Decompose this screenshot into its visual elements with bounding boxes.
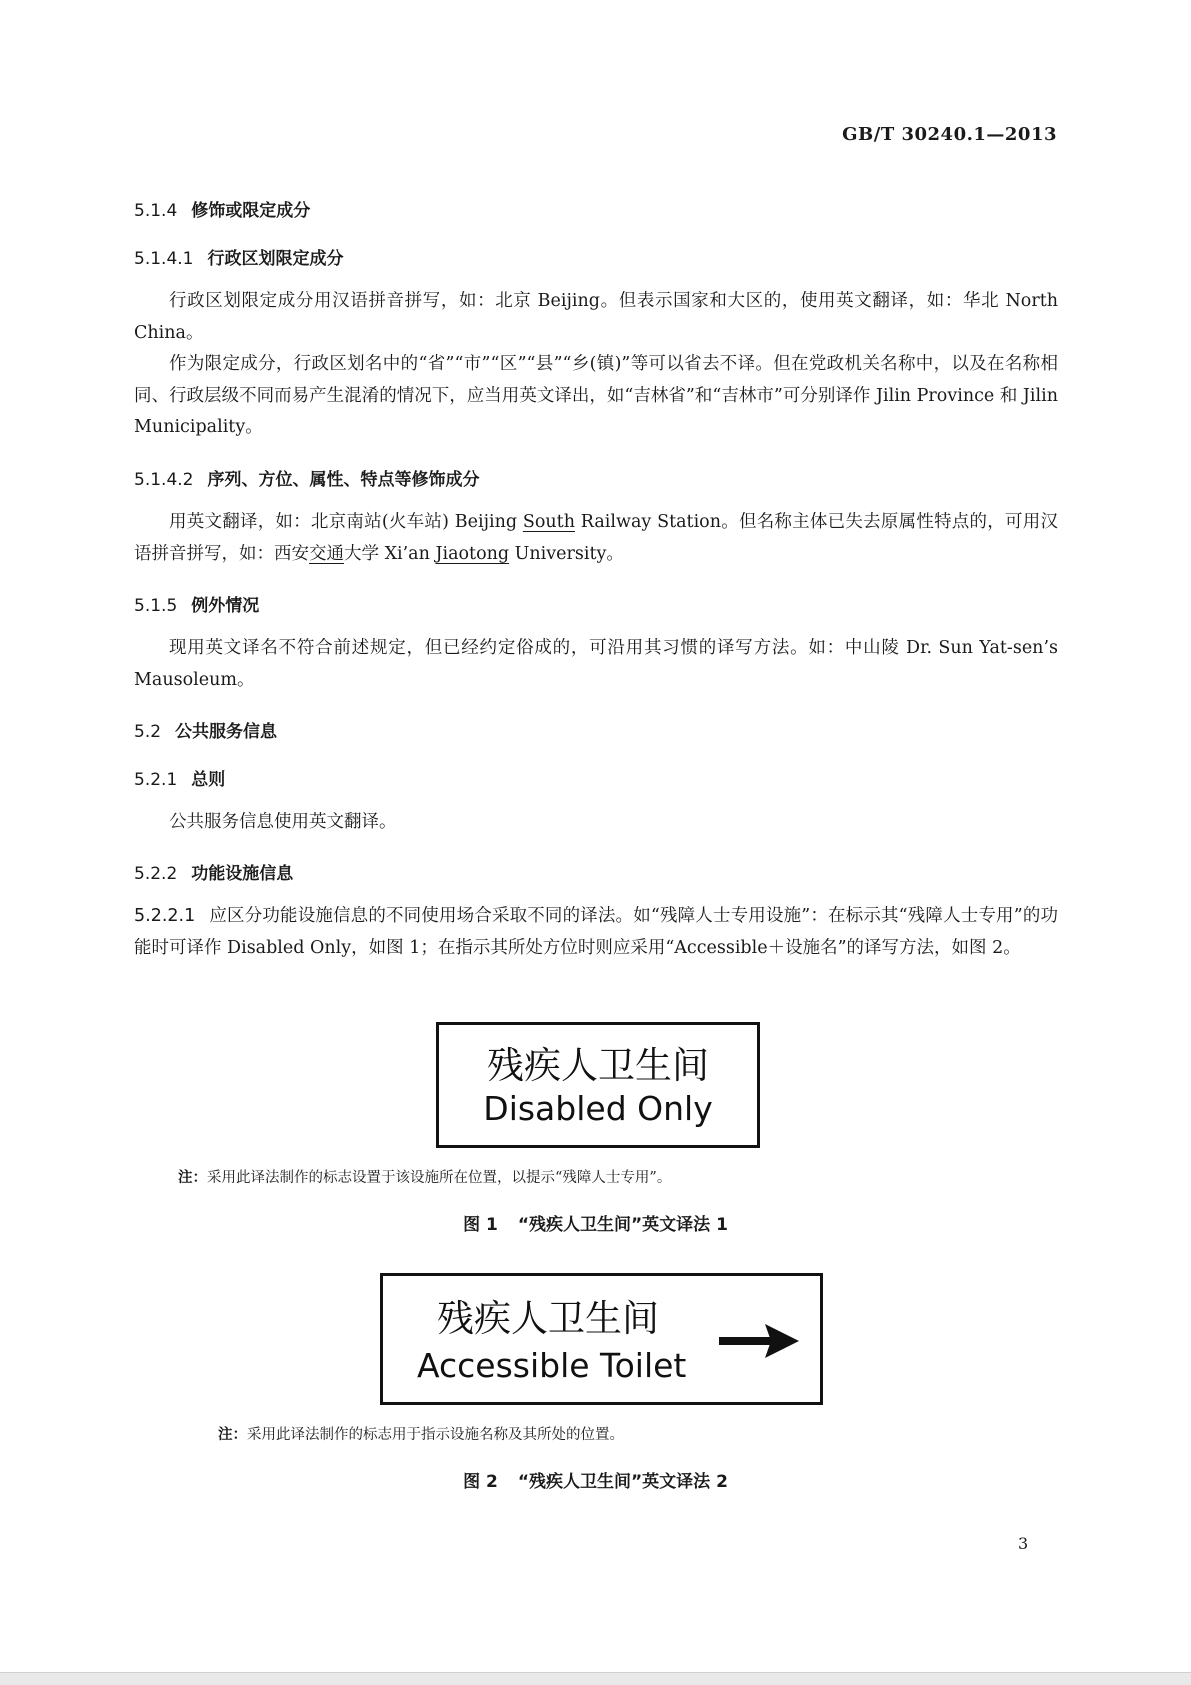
section-title: 修饰或限定成分 [191,201,311,221]
section-title: 总则 [191,770,226,790]
sign-chinese-text: 残疾人卫生间 [487,1044,709,1087]
section-5-2-1-heading [134,765,225,790]
clause-text: 应区分功能设施信息的不同使用场合采取不同的译法。如“残障人士专用设施”：在标示其“残障人士专用”的功能时可译作 Disabled Only，如图 1；在指示其所处方位时则应采用“Accessible＋设施名”的译写方法，如图 2。 [134,906,1058,958]
paragraph-general: 公共服务信息使用英文翻译。 [169,812,397,832]
note-label: 注： [218,1427,247,1443]
section-title: 行政区划限定成分 [207,249,344,269]
paragraph-5-2-2-1 [134,901,1058,964]
section-number: 5.1.4 [134,201,178,221]
figure-title: “残疾人卫生间”英文译法 2 [517,1472,728,1492]
sign-accessible-toilet [380,1273,823,1405]
underlined-term: 交通 [309,543,344,564]
note-text: 采用此译法制作的标志设置于该设施所在位置，以提示“残障人士专用”。 [207,1170,672,1186]
figure-1-caption [0,1210,1191,1235]
clause-number: 5.2.2.1 [134,906,196,926]
sign-disabled-only [436,1022,760,1148]
section-number: 5.1.4.2 [134,470,194,490]
note-label: 注： [178,1170,207,1186]
section-5-2-heading [134,717,277,742]
section-5-1-4-2-heading [134,465,479,490]
figure-2-note [218,1423,624,1444]
section-5-1-5-heading [134,591,259,616]
section-5-1-4-1-heading [134,244,343,269]
section-5-1-4-heading [134,196,310,221]
section-title: 序列、方位、属性、特点等修饰成分 [207,470,480,490]
section-title: 例外情况 [191,596,260,616]
text-run: 用英文翻译，如：北京南站(火车站) Beijing [169,512,523,532]
figure-1-note [178,1166,671,1187]
paragraph-admin-omission: 作为限定成分，行政区划名中的“省”“市”“区”“县”“乡(镇)”等可以省去不译。但在党政机关名称中，以及在名称相同、行政层级不同而易产生混淆的情况下，应当用英文译出，如“吉林省”和“吉林市”可分别译作 Jilin Province 和 Jilin Municipality。 [134,354,1058,437]
figure-number: 图 2 [463,1472,498,1492]
note-text: 采用此译法制作的标志用于指示设施名称及其所处的位置。 [247,1427,624,1443]
paragraph-admin-division: 行政区划限定成分用汉语拼音拼写，如：北京 Beijing。但表示国家和大区的，使用英文翻译，如：华北 North China。 [134,291,1058,343]
section-title: 公共服务信息 [175,722,278,742]
text-run: Railway Station。但名称主体已失去原属性特点的，可用汉语拼音拼写，如：西安 [134,512,1058,564]
text-run: 大学 Xi’an [344,543,436,564]
text-run: University。 [509,543,624,564]
sign-english-text: Disabled Only [483,1089,713,1128]
sign-chinese-text: 残疾人卫生间 [437,1297,659,1340]
paragraph-exceptions: 现用英文译名不符合前述规定，但已经约定俗成的，可沿用其习惯的译写方法。如：中山陵 Dr. Sun Yat-sen’s Mausoleum。 [134,638,1058,690]
figure-2-caption [0,1467,1191,1492]
section-5-2-2-heading [134,859,293,884]
underlined-term: South [522,512,575,532]
section-number: 5.1.5 [134,596,178,616]
underlined-term: Jiaotong [435,543,510,564]
standard-code: GB/T 30240.1—2013 [842,124,1057,145]
page-number: 3 [1018,1534,1029,1553]
page-bottom-edge [0,1672,1191,1685]
paragraph-modifiers [134,507,1058,570]
section-number: 5.2.1 [134,770,178,790]
figure-title: “残疾人卫生间”英文译法 1 [517,1215,728,1235]
section-number: 5.2 [134,722,162,742]
figure-number: 图 1 [463,1215,498,1235]
section-number: 5.2.2 [134,864,178,884]
section-title: 功能设施信息 [191,864,294,884]
sign-english-text: Accessible Toilet [417,1346,687,1385]
section-number: 5.1.4.1 [134,249,194,269]
right-arrow-icon [719,1322,801,1360]
